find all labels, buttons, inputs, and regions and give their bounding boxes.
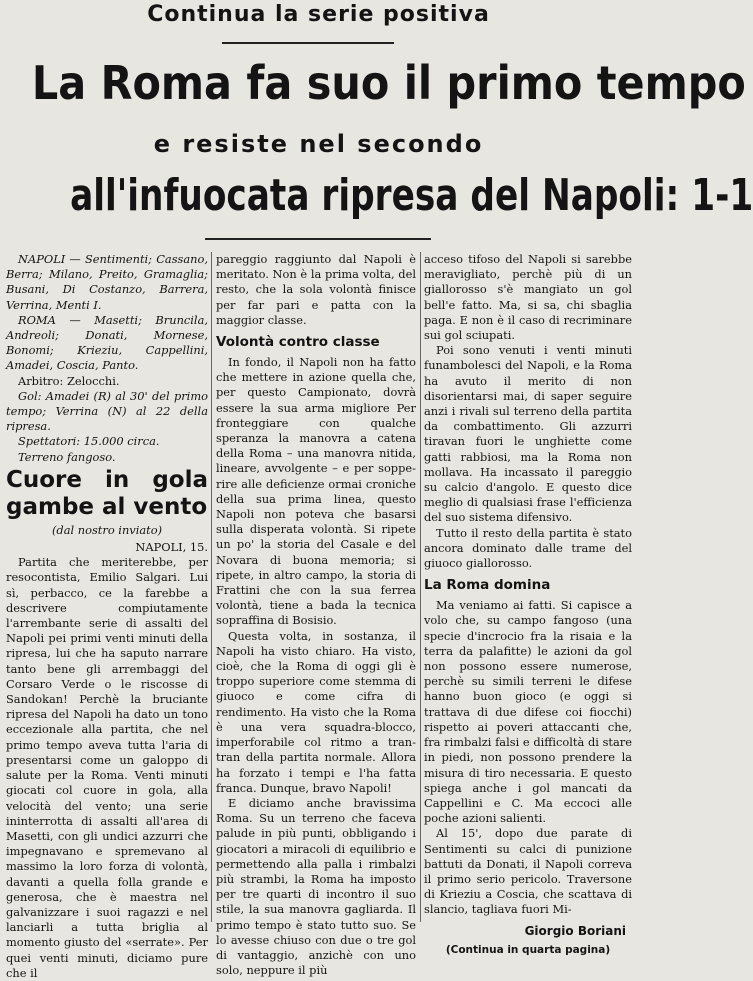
article-paragraph: Questa volta, in sostanza, il Napoli ha visto chiaro. Ha visto, cioè, che la Roma di oggi gli è troppo superiore come stemma di giuoco e come cifra di rendimento. Ha visto che la Roma è una vera squadra-blocco, imperforabile col ritmo a tran-tran della partita normale. Allora ha forzato i tempi e l'ha fatta franca. Dunque, bravo Napoli! [216, 628, 416, 795]
article-paragraph: In fondo, il Napoli non ha fatto che mettere in azione quella che, per questo Campionato, dovrà essere la sua arma migliore Per fronteggiare con qualche speranza la manovra a catena della Roma – una manovra nitida, lineare, avvolgente – e per sopperire alle deficienze ormai croniche della sua prima linea, questo Napoli non poteva che basarsi sulla disperata volontà. Si ripete un po' la storia del Casale e del Novara di buona memoria; si ripete, in altro campo, la storia di Frattini che con la sua ferrea volontà, tiene a bada la tecnica sopraffina di Bosisio. [216, 355, 416, 628]
roma-lineup: ROMA — Masetti; Bruncila, Andreoli; Donati, Mornese, Bonomi; Krieziu, Cappellini, Amadei, Coscia, Panto. [6, 312, 208, 373]
article-title: Cuore in gola gambe al vento [6, 466, 208, 520]
main-headline: La Roma fa suo il primo tempo [31, 56, 746, 110]
kicker-headline: Continua la serie positiva [147, 2, 490, 27]
field-condition: Terreno fangoso. [18, 449, 116, 464]
subheading-roma-domina: La Roma domina [424, 577, 551, 594]
napoli-lineup: NAPOLI — Sentimenti; Cassano, Berra; Milano, Preito, Gramaglia; Busani, Di Costanzo, Barrera, Verrina, Menti I. [6, 252, 208, 312]
subheading-volonta: Volontà contro classe [216, 334, 380, 351]
correspondent-note: (dal nostro inviato) [51, 522, 163, 537]
article-paragraph: Tutto il resto della partita è stato ancora dominato dalle trame del giuoco giallorosso. [424, 525, 632, 571]
referee: Arbitro: Zelocchi. [18, 373, 120, 388]
headline-rule [205, 238, 431, 240]
article-paragraph: pareggio raggiunto dal Napoli è meritato. Non è la prima volta, del resto, che la sola volontà finisce per far pari e patta con la maggior classe. [216, 252, 416, 327]
column-1 [6, 252, 208, 980]
goals: Gol: Amadei (R) al 30' del primo tempo; Verrina (N) al 22 della ripresa. [6, 388, 208, 434]
article-paragraph: Partita che meriterebbe, per resocontista, Emilio Salgari. Lui sì, perbacco, ce la farebbe a descrivere compiutamente l'arrembante serie di assalti del Napoli pei primi venti minuti della ripresa, lui che ha saputo narrare tanto bene gli arrembaggi del Corsaro Verde o le riscosse di Sandokan! Perchè la bruciante ripresa del Napoli ha dato un tono eccezionale alla partita, che nel primo tempo aveva tutta l'aria di presentarsi come un galoppo di salute per la Roma. Venti minuti giocati col cuore in gola, alla velocità del vento; una serie ininterrotta di assalti all'area di Masetti, con gli undici azzurri che impegnavano e spremevano al massimo la loro forza di volontà, davanti a quella folla grande e generosa, che è maestra nel galvanizzare i suoi ragazzi e nel lanciarli a tutta briglia al momento giusto del «serrate». Per quei venti minuti, diciamo pure che il [6, 555, 208, 980]
column-divider [420, 252, 421, 922]
article-paragraph: Poi sono venuti i venti minuti funambolesci del Napoli, e la Roma ha avuto il merito di non disorientarsi mai, di saper seguire anzi i rivali sul terreno della partita da combattimento. Gli azzurri tiravan fuori le unghiette come gatti rabbiosi, ma la Roma non mollava. Ha incassato il pareggio su calcio d'angolo. E questo dice meglio di qualsiasi frase l'efficienza del suo sistema difensivo. [424, 343, 632, 525]
secondary-headline: e resiste nel secondo [153, 130, 484, 158]
kicker-rule [222, 42, 394, 44]
spectators: Spettatori: 15.000 circa. [18, 434, 160, 449]
article-paragraph: Ma veniamo ai fatti. Si capisce a volo che, su campo fangoso (una specie d'incrocio fra la risaia e la terra da palafitte) le azioni da gol non possono essere numerose, perchè su simili terreni le difese hanno buon gioco (e oggi si trattava di due difese coi fiocchi) rispetto ai poveri attaccanti che, fra rimbalzi falsi e difficoltà di stare in piedi, non possono prendere la misura di tiro necessaria. E questo spiega anche i gol mancati da Cappellini e C. Ma eccoci alle poche azioni salienti. [424, 598, 632, 826]
article-paragraph: E diciamo anche bravissima Roma. Su un terreno che faceva palude in più punti, obbligando i giocatori a miracoli di equilibrio e permettendo alla palla i rimbalzi più strambi, la Roma ha imposto per tre quarti di incontro il suo stile, la sua manovra gagliarda. Il primo tempo è stato tutto suo. Se lo avesse chiuso con due o tre gol di vantaggio, anzichè con uno solo, neppure il più [216, 795, 416, 978]
column-2 [216, 252, 416, 978]
continued-note: (Continua in quarta pagina) [445, 943, 611, 956]
column-divider [211, 252, 212, 922]
column-3 [424, 252, 632, 956]
author-signature: Giorgio Boriani [524, 923, 626, 938]
dateline: NAPOLI, 15. [135, 540, 208, 555]
tertiary-headline: all'infuocata ripresa del Napoli: 1-1 [70, 170, 753, 221]
article-paragraph: Al 15', dopo due parate di Sentimenti su calci di punizione battuti da Donati, il Napoli correva il primo serio pericolo. Traversone di Krieziu a Coscia, che scattava di slancio, tagliava fuori Mi- [424, 826, 632, 917]
article-paragraph: acceso tifoso del Napoli si sarebbe meravigliato, perchè più di un giallorosso s'è mangiato un gol bell'e fatto. Ma, si sa, chi sbaglia paga. E non è il caso di recriminare sui gol sciupati. [424, 252, 632, 343]
